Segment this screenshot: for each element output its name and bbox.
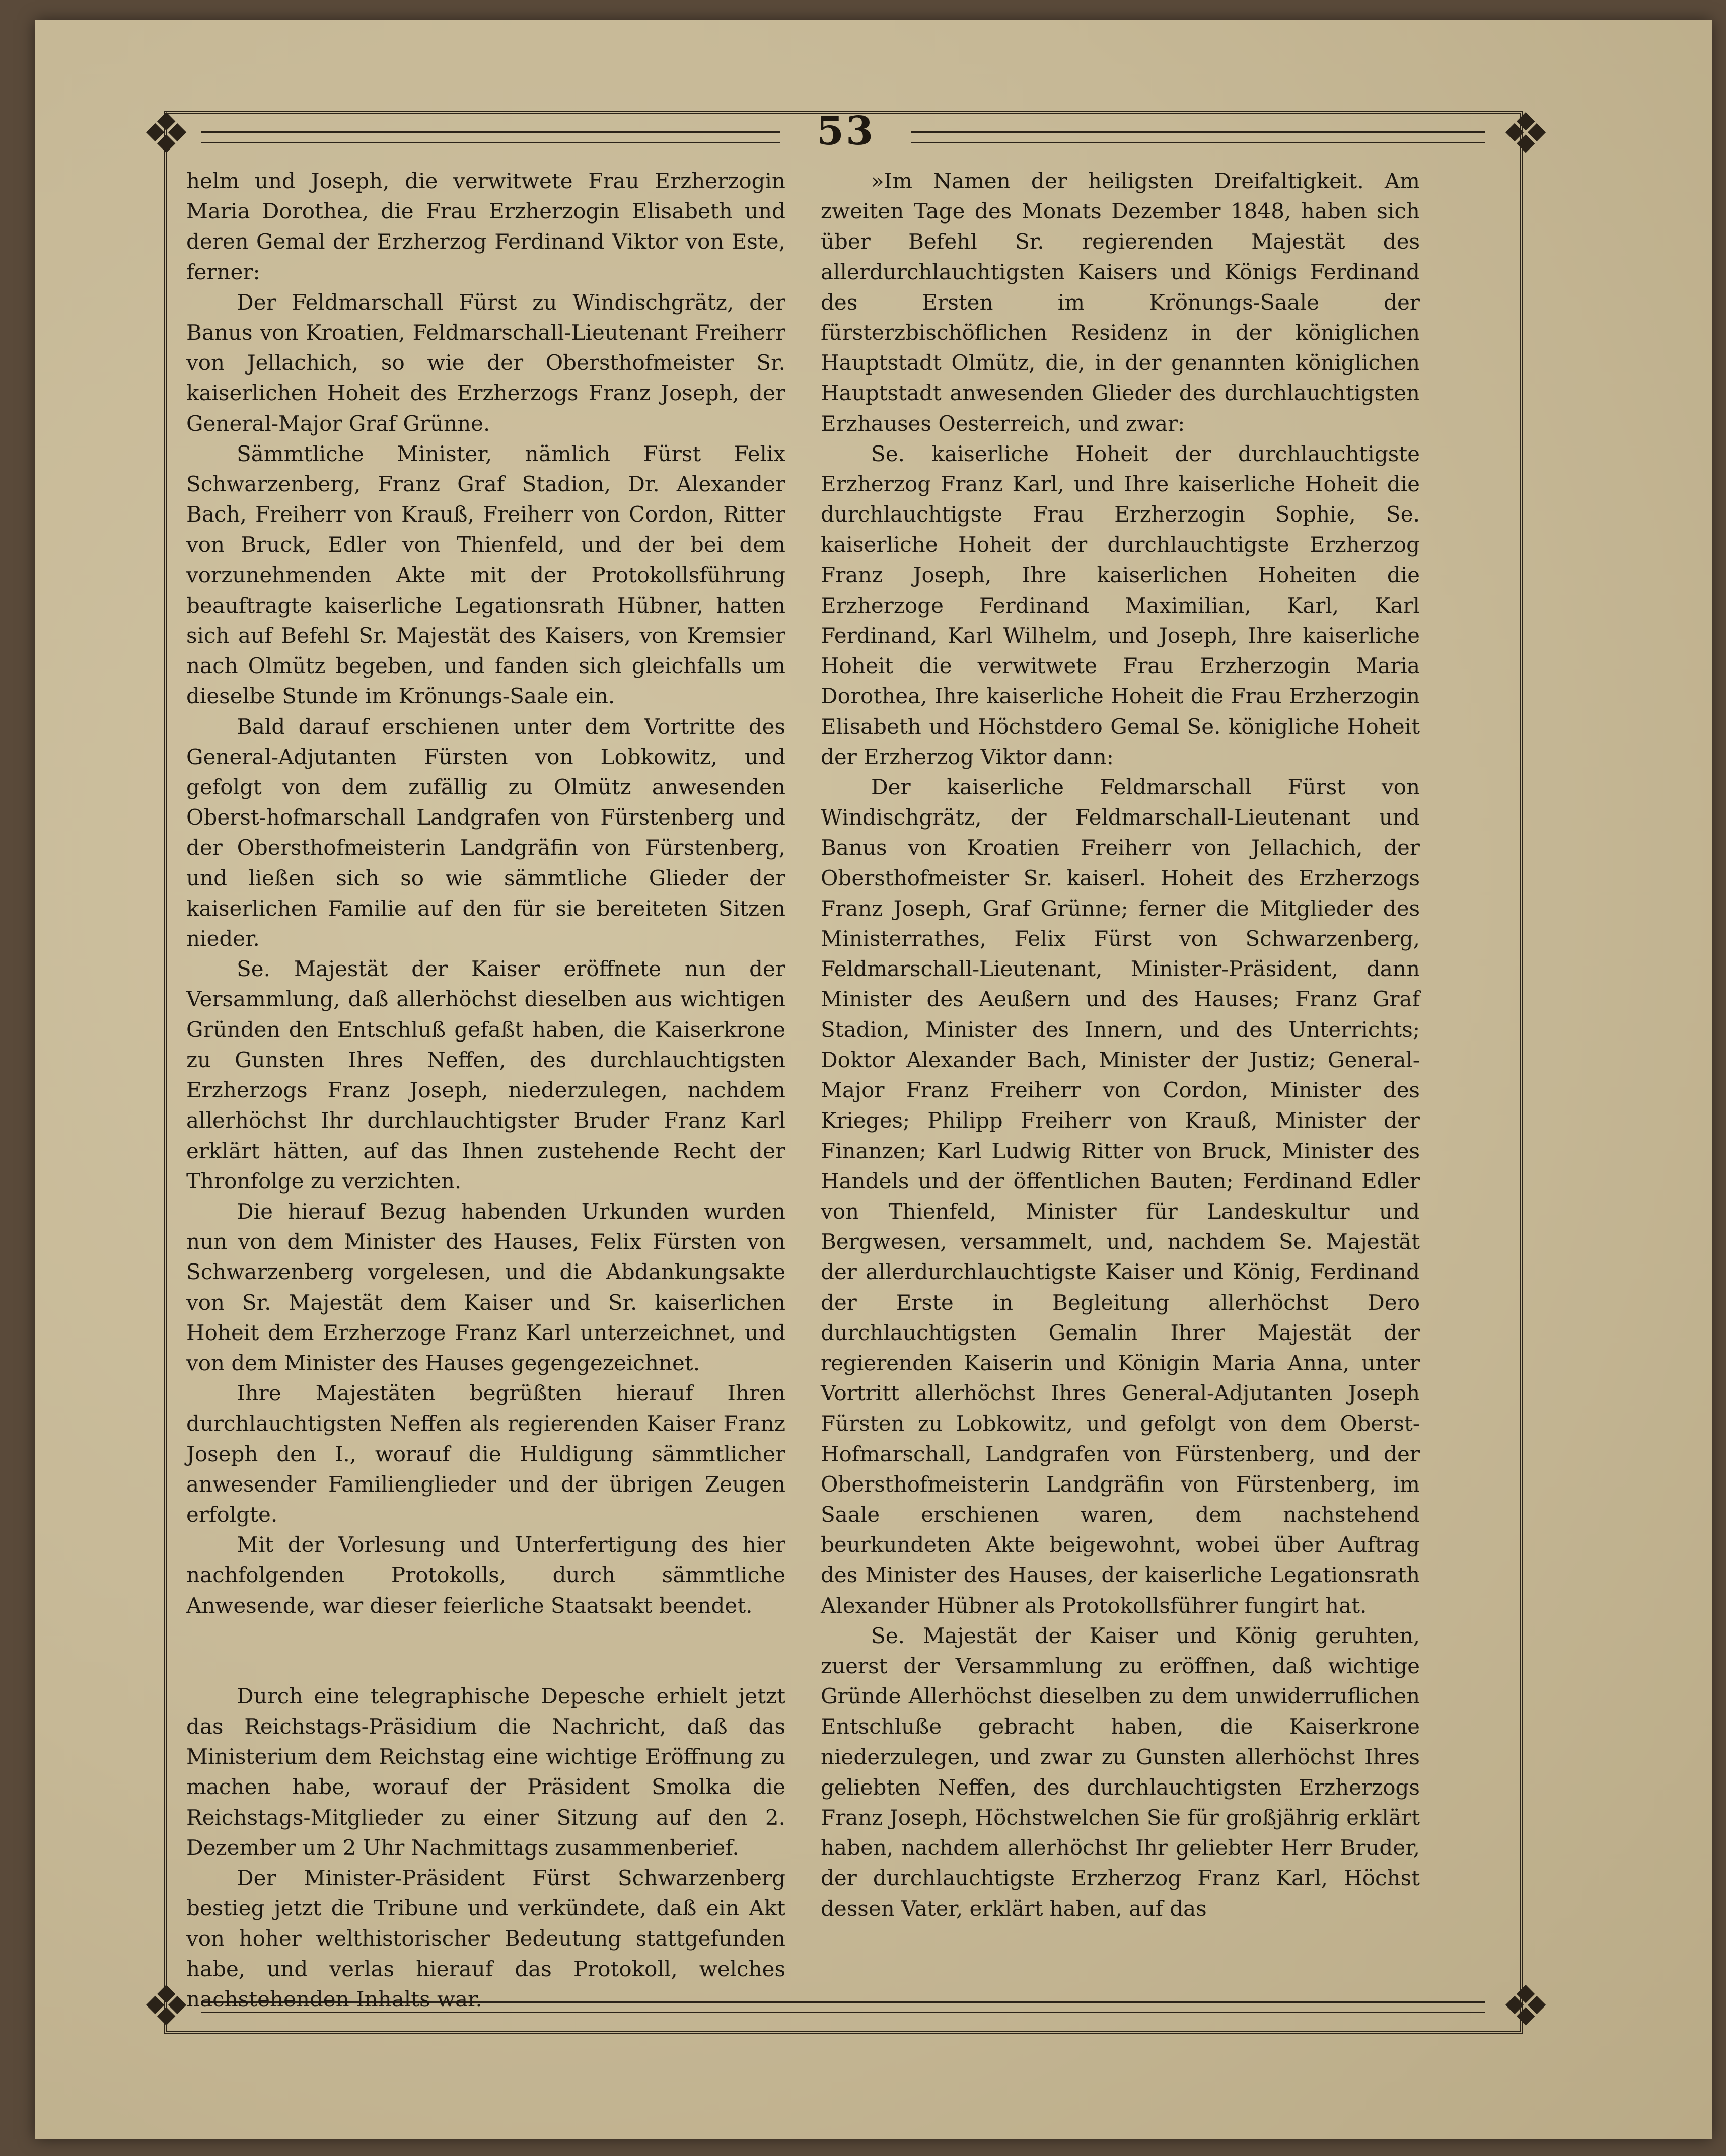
left-column <box>186 166 785 2015</box>
paragraph: Se. Majestät der Kaiser eröffnete nun der Versammlung, daß allerhöchst dieselben aus wichtigen Gründen den Entschluß gefaßt haben, die Kaiserkrone zu Gunsten Ihres Neffen, des durchlauchtigsten Erzherzogs Franz Joseph, niederzulegen, nachdem allerhöchst Ihr durchlauchtigster Bruder Franz Karl erklärt hätten, auf das Ihnen zustehende Recht der Thronfolge zu verzichten. <box>186 956 785 1194</box>
paragraph: Se. kaiserliche Hoheit der durchlauchtigste Erzherzog Franz Karl, und Ihre kaiserliche Hoheit die durchlauchtigste Frau Erzherzogin Sophie, Se. kaiserliche Hoheit der durchlauchtigste Erzherzog Franz Joseph, Ihre kaiserlichen Hoheiten die Erzherzoge Ferdinand Maximilian, Karl, Karl Ferdinand, Karl Wilhelm, und Joseph, Ihre kaiserliche Hoheit die verwitwete Frau Erzherzogin Maria Dorothea, Ihre kaiserliche Hoheit die Frau Erzherzogin Elisabeth und Höchstdero Gemal Se. königliche Hoheit der Erzherzog Viktor dann: <box>821 441 1420 769</box>
corner-ornament-icon: ❖ <box>141 1974 191 2038</box>
paragraph: Mit der Vorlesung und Unterfertigung des hier nachfolgenden Protokolls, durch sämmtliche Anwesende, war dieser feierliche Staatsakt beendet. <box>186 1532 785 1618</box>
paragraph: Die hierauf Bezug habenden Urkunden wurden nun von dem Minister des Hauses, Felix Fürsten von Schwarzenberg vorgelesen, und die Abdankungsakte von Sr. Majestät dem Kaiser und Sr. kaiserlichen Hoheit dem Erzherzoge Franz Karl unterzeichnet, und von dem Minister des Hauses gegengezeichnet. <box>186 1199 785 1375</box>
page-number: 53 <box>816 108 876 154</box>
paragraph: Der kaiserliche Feldmarschall Fürst von Windischgrätz, der Feldmarschall-Lieutenant und Banus von Kroatien Freiherr von Jellachich, der Obersthofmeister Sr. kaiserl. Hoheit des Erzherzogs Franz Joseph, Graf Grünne; ferner die Mitglieder des Ministerrathes, Felix Fürst von Schwarzenberg, Feldmarschall-Lieutenant, Minister-Präsident, dann Minister des Aeußern und des Hauses; Franz Graf Stadion, Minister des Innern, und des Unterrichts; Doktor Alexander Bach, Minister der Justiz; General-Major Franz Freiherr von Cordon, Minister des Krieges; Philipp Freiherr von Krauß, Minister der Finanzen; Karl Ludwig Ritter von Bruck, Minister des Handels und der öffentlichen Bauten; Ferdinand Edler von Thienfeld, Minister für Landeskultur und Bergwesen, versammelt, und, nachdem Se. Majestät der allerdurchlauchtigste Kaiser und König, Ferdinand der Erste in Begleitung allerhöchst Dero durchlauchtigsten Gemalin Ihrer Majestät der regierenden Kaiserin und Königin Maria Anna, unter Vortritt allerhöchst Ihres General-Adjutanten Joseph Fürsten zu Lobkowitz, und gefolgt von dem Oberst-Hofmarschall, Landgrafen von Fürstenberg, und der Obersthofmeisterin Landgräfin von Fürstenberg, im Saale erschienen waren, dem nachstehend beurkundeten Akte beigewohnt, wobei über Auftrag des Minister des Hauses, der kaiserliche Legationsrath Alexander Hübner als Protokollsführer fungirt hat. <box>821 775 1420 1618</box>
corner-ornament-icon: ❖ <box>1500 101 1551 166</box>
paragraph: Ihre Majestäten begrüßten hierauf Ihren durchlauchtigsten Neffen als regierenden Kaiser Franz Joseph den I., worauf die Huldigung sämmtlicher anwesender Familienglieder und der übrigen Zeugen erfolgte. <box>186 1381 785 1527</box>
corner-ornament-icon: ❖ <box>141 101 191 166</box>
paragraph: Durch eine telegraphische Depesche erhielt jetzt das Reichstags-Präsidium die Nachricht, daß das Ministerium dem Reichstag eine wichtige Eröffnung zu machen habe, worauf der Präsident Smolka die Reichstags-Mitglieder zu einer Sitzung auf den 2. Dezember um 2 Uhr Nachmittags zusammenberief. <box>186 1683 785 1860</box>
right-column <box>821 166 1420 1924</box>
paragraph: Se. Majestät der Kaiser und König geruhten, zuerst der Versammlung zu eröffnen, daß wichtige Gründe Allerhöchst dieselben zu dem unwiderruflichen Entschluße gebracht haben, die Kaiserkrone niederzulegen, und zwar zu Gunsten allerhöchst Ihres geliebten Neffen, des durchlauchtigsten Erzherzogs Franz Joseph, Höchstwelchen Sie für großjährig erklärt haben, nachdem allerhöchst Ihr geliebter Herr Bruder, der durchlauchtigste Erzherzog Franz Karl, Höchst dessen Vater, erklärt haben, auf das <box>821 1623 1420 1921</box>
page <box>35 20 1712 2139</box>
paragraph: Sämmtliche Minister, nämlich Fürst Felix Schwarzenberg, Franz Graf Stadion, Dr. Alexander Bach, Freiherr von Krauß, Freiherr von Cordon, Ritter von Bruck, Edler von Thienfeld, und der bei dem vorzunehmenden Akte mit der Protokollsführung beauftragte kaiserliche Legationsrath Hübner, hatten sich auf Befehl Sr. Majestät des Kaisers, von Kremsier nach Olmütz begeben, und fanden sich gleichfalls um dieselbe Stunde im Krönungs-Saale ein. <box>186 441 785 709</box>
paragraph: Bald darauf erschienen unter dem Vortritte des General-Adjutanten Fürsten von Lobkowitz, und gefolgt von dem zufällig zu Olmütz anwesenden Oberst-hofmarschall Landgrafen von Fürstenberg und der Obersthofmeisterin Landgräfin von Fürstenberg, und ließen sich so wie sämmtliche Glieder der kaiserlichen Familie auf den für sie bereiteten Sitzen nieder. <box>186 714 785 951</box>
corner-ornament-icon: ❖ <box>1500 1974 1551 2038</box>
top-rule-right <box>911 131 1485 143</box>
paragraph: Der Minister-Präsident Fürst Schwarzenberg bestieg jetzt die Tribune und verkündete, daß ein Akt von hoher welthistorischer Bedeutung stattgefunden habe, und verlas hierauf das Protokoll, welches nachstehenden Inhalts war. <box>186 1865 785 2012</box>
top-rule-left <box>201 131 780 143</box>
paragraph: Der Feldmarschall Fürst zu Windischgrätz, der Banus von Kroatien, Feldmarschall-Lieutenant Freiherr von Jellachich, so wie der Obersthofmeister Sr. kaiserlichen Hoheit des Erzherzogs Franz Joseph, der General-Major Graf Grünne. <box>186 289 785 436</box>
paragraph: helm und Joseph, die verwitwete Frau Erzherzogin Maria Dorothea, die Frau Erzherzogin Elisabeth und deren Gemal der Erzherzog Ferdinand Viktor von Este, ferner: <box>186 169 785 284</box>
paragraph: »Im Namen der heiligsten Dreifaltigkeit. Am zweiten Tage des Monats Dezember 1848, haben sich über Befehl Sr. regierenden Majestät des allerdurchlauchtigsten Kaisers und Königs Ferdinand des Ersten im Krönungs-Saale der fürsterzbischöflichen Residenz in der königlichen Hauptstadt Olmütz, die, in der genannten königlichen Hauptstadt anwesenden Glieder des durchlauchtigsten Erzhauses Oesterreich, und zwar: <box>821 169 1420 436</box>
